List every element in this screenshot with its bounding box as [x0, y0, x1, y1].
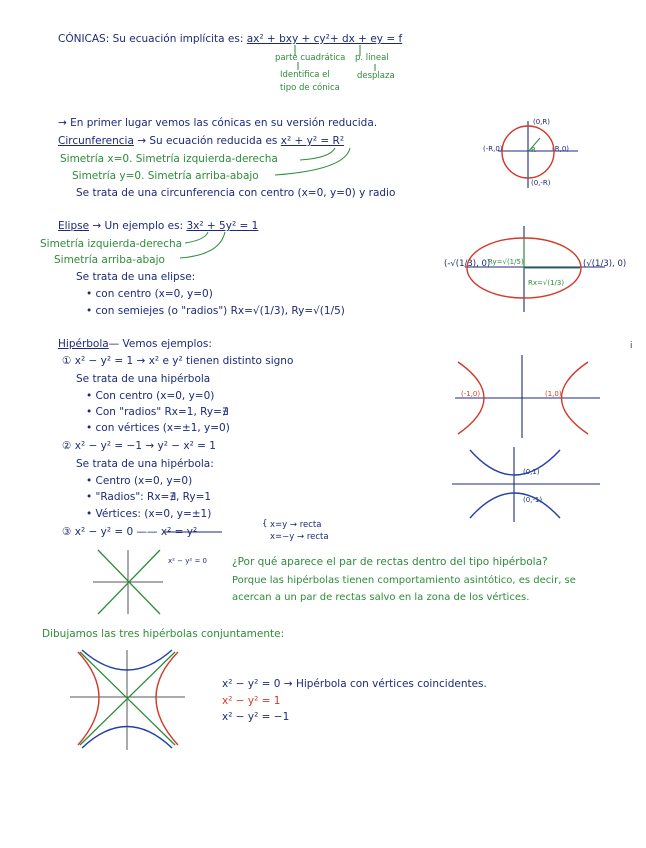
hyperbola-example-1: ① x² − y² = 1 → x² e y² tienen distinto signo: [62, 355, 294, 367]
note-shift: desplaza: [357, 71, 395, 81]
circle-label-top: (0,R): [533, 118, 551, 126]
ellipse-bullet-2: • con semiejes (o "radios") Rx=√(1/3), Ry=√(1/5): [86, 305, 345, 317]
legend-blue-line: x² − y² = −1: [222, 711, 290, 723]
equation-quadratic: ax² + bxy + cy²: [246, 33, 330, 45]
title-text: CÓNICAS: Su ecuación implícita es:: [58, 33, 244, 45]
hyperbola-example-2-desc: Se trata de una hipérbola:: [76, 458, 214, 470]
legend-red-line: x² − y² = 1: [222, 695, 281, 707]
hyperbola-example-1-bullet-3: • con vértices (x=±1, y=0): [86, 422, 230, 434]
circle-label-bottom: (0,-R): [531, 179, 551, 187]
answer-line-2: acercan a un par de rectas salvo en la zona de los vértices.: [232, 592, 530, 603]
answer-line-1: Porque las hipérbolas tienen comportamiento asintótico, es decir, se: [232, 575, 576, 586]
circle-symmetry-2: Simetría y=0. Simetría arriba-abajo: [72, 170, 259, 182]
hyperbola-fig2-label-bottom: (0,-1): [523, 496, 543, 504]
circle-symmetry-1: Simetría x=0. Simetría izquierda-derecha: [60, 153, 278, 165]
combined-hyperbolas-figure: [70, 650, 185, 750]
ellipse-label-right: (√(1/3), 0): [583, 259, 627, 269]
intro-line: → En primer lugar vemos las cónicas en su versión reducida.: [58, 117, 378, 129]
hyperbola-fig1-label-left: (-1,0): [461, 390, 481, 398]
question-text: ¿Por qué aparece el par de rectas dentro del tipo hipérbola?: [232, 556, 548, 568]
hyperbola-example-2-bullet-2: • "Radios": Rx=∄, Ry=1: [86, 491, 212, 503]
hyperbola-title: Hipérbola: [58, 338, 109, 350]
circle-label-left: (-R,0): [483, 145, 503, 153]
together-title: Dibujamos las tres hipérbolas conjuntamente:: [42, 628, 285, 640]
ellipse-figure: [465, 226, 605, 312]
ellipse-line: → Un ejemplo es:: [92, 220, 184, 232]
hyperbola-example-2-bullet-3: • Vértices: (x=0, y=±1): [86, 508, 212, 520]
hyperbola-example-2: ② x² − y² = −1 → y² − x² = 1: [62, 440, 216, 452]
circle-title: Circunferencia: [58, 135, 134, 147]
circle-label-radius: R: [531, 146, 536, 154]
hyperbola-example-2-bullet-1: • Centro (x=0, y=0): [86, 475, 193, 487]
circle-figure: [498, 121, 578, 188]
ellipse-label-rx: Rx=√(1/3): [528, 279, 565, 287]
hyperbola-example-3-brace: {: [262, 519, 268, 529]
note-identify-1: Identifica el: [280, 70, 330, 80]
hyperbola-example-1-bullet-2: • Con "radios" Rx=1, Ry=∄: [86, 406, 229, 418]
circle-line: → Su ecuación reducida es: [137, 135, 278, 147]
note-identify-2: tipo de cónica: [280, 83, 340, 93]
hyperbola-example-1-bullet-1: • Con centro (x=0, y=0): [86, 390, 215, 402]
ellipse-label-left: (-√(1/3), 0): [444, 259, 491, 269]
hyperbola-fig2: [452, 447, 600, 522]
ellipse-title: Elipse: [58, 220, 90, 232]
hyperbola-fig2-label-top: (0,1): [523, 468, 540, 476]
hyperbola-line: — Vemos ejemplos:: [108, 338, 212, 350]
ellipse-description: Se trata de una elipse:: [76, 271, 196, 283]
hyperbola-fig3-label: x² − y² = 0: [168, 557, 207, 565]
annotation-arrows: [165, 45, 375, 532]
note-quadratic: parte cuadrática: [275, 53, 346, 63]
note-linear: p. lineal: [355, 53, 389, 63]
circle-equation: x² + y² = R²: [280, 135, 345, 147]
hyperbola-example-3-line-2: x=−y → recta: [270, 532, 329, 542]
ellipse-bullet-1: • con centro (x=0, y=0): [86, 288, 213, 300]
equation-linear: + dx + ey = f: [329, 33, 403, 45]
hyperbola-example-1-desc: Se trata de una hipérbola: [76, 373, 211, 385]
hyperbola-fig1: [455, 355, 600, 438]
ellipse-label-ry: Ry=√(1/5): [488, 258, 524, 266]
hyperbola-example-3: ③ x² − y² = 0 —— x² = y²: [62, 526, 198, 538]
hyperbola-fig3: [93, 550, 163, 614]
legend-green-line: x² − y² = 0 → Hipérbola con vértices coincidentes.: [222, 678, 487, 690]
ellipse-symmetry-1: Simetría izquierda-derecha: [40, 238, 183, 250]
circle-label-right: (R,0): [552, 145, 570, 153]
margin-mark: i: [630, 341, 633, 351]
ellipse-equation: 3x² + 5y² = 1: [186, 220, 259, 232]
circle-description: Se trata de una circunferencia con centro (x=0, y=0) y radio: [76, 187, 396, 199]
hyperbola-example-3-line-1: x=y → recta: [270, 520, 322, 530]
hyperbola-fig1-label-right: (1,0): [545, 390, 562, 398]
ellipse-symmetry-2: Simetría arriba-abajo: [54, 254, 165, 266]
